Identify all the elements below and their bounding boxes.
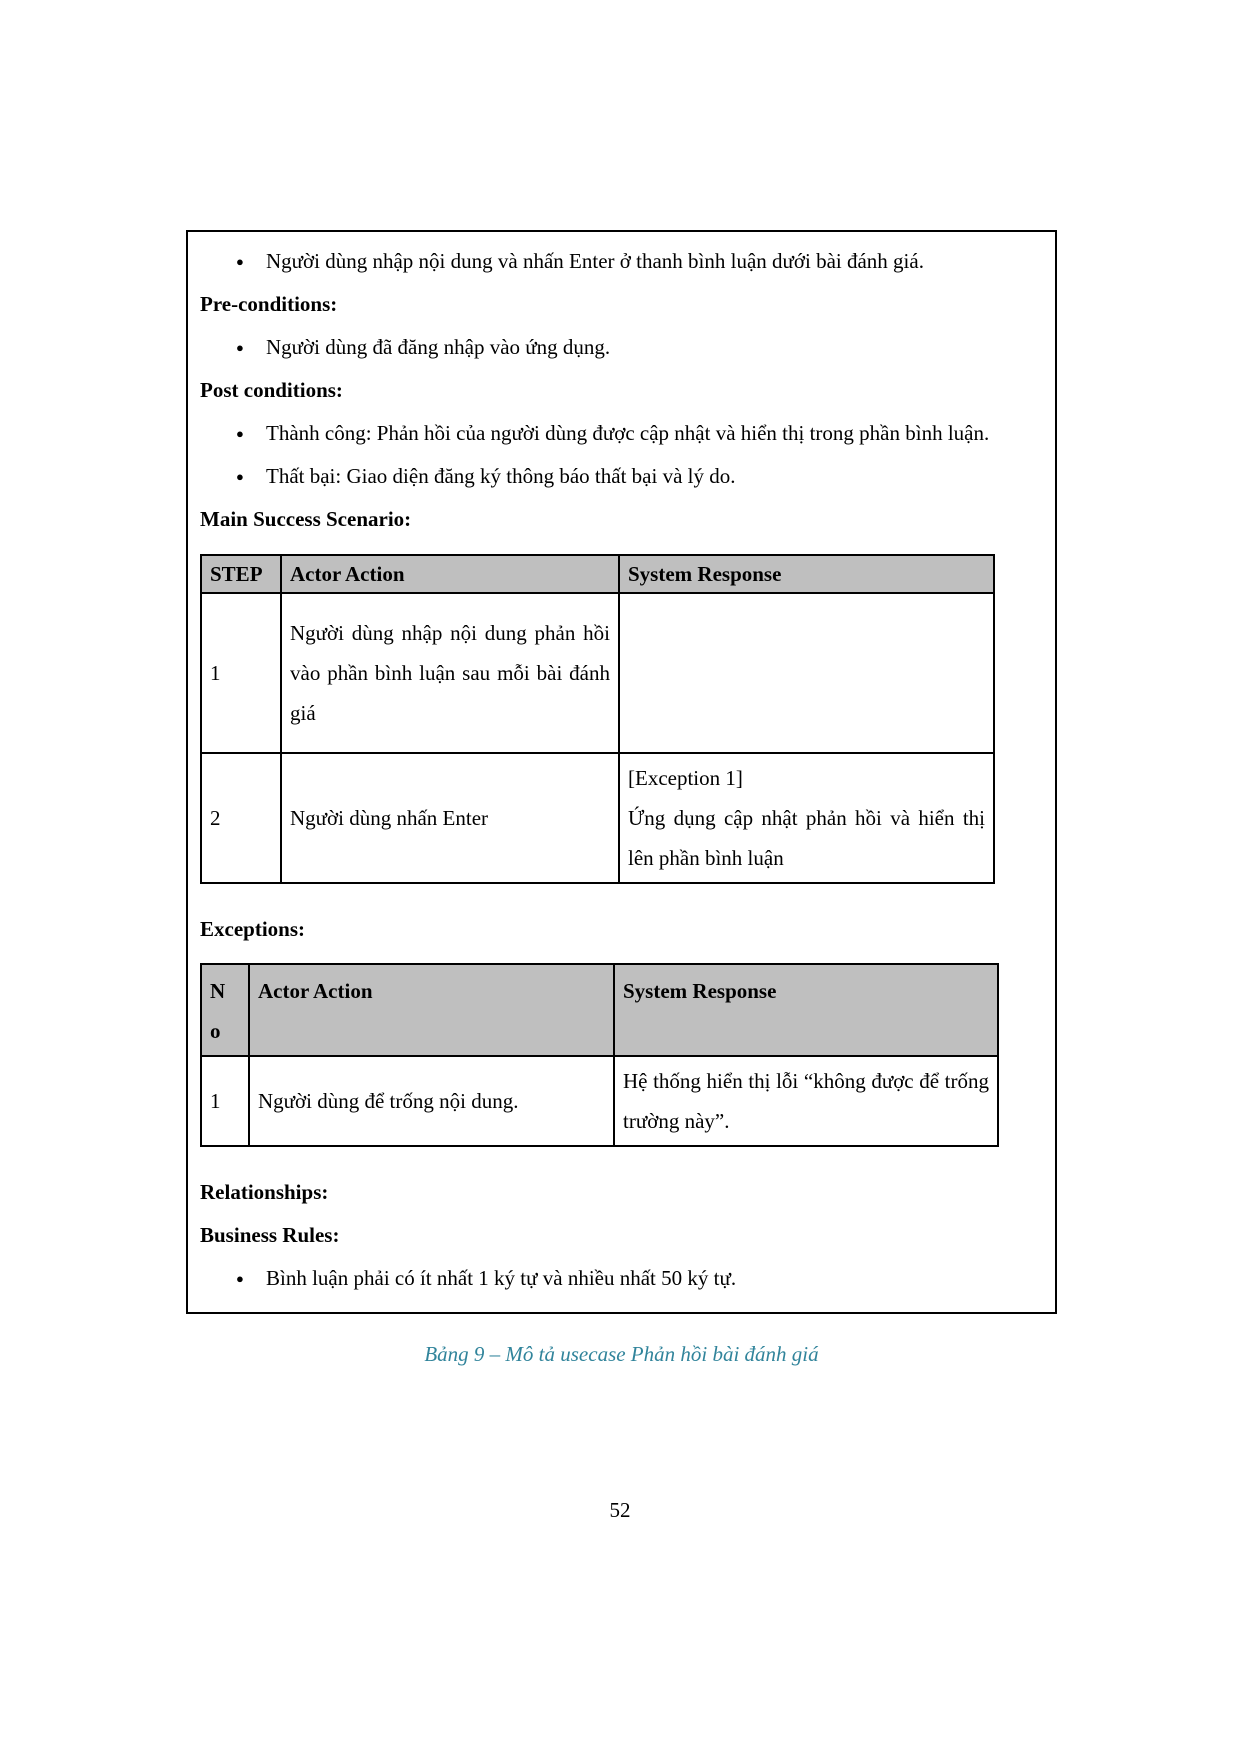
step-cell: 2	[201, 753, 281, 883]
business-rules-heading: Business Rules:	[200, 1223, 340, 1247]
page-number: 52	[609, 1498, 631, 1522]
main-scenario-table	[200, 554, 995, 884]
system-response-cell	[619, 593, 994, 753]
post-condition-fail-text: Thất bại: Giao diện đăng ký thông báo thất bại và lý do.	[266, 464, 736, 488]
post-conditions-heading: Post conditions:	[200, 378, 343, 402]
header-step: STEP	[201, 555, 281, 593]
table-caption: Bảng 9 – Mô tả usecase Phản hồi bài đánh giá	[424, 1342, 819, 1366]
header-system-response: System Response	[619, 555, 994, 593]
bullet-icon: ●	[236, 469, 244, 484]
table-header-row	[201, 555, 994, 593]
trigger-text: Người dùng nhập nội dung và nhấn Enter ở thanh bình luận dưới bài đánh giá.	[266, 249, 924, 273]
table-row	[201, 1056, 998, 1146]
exceptions-heading: Exceptions:	[200, 917, 305, 941]
post-condition-success-text: Thành công: Phản hồi của người dùng được cập nhật và hiển thị trong phần bình luận.	[266, 421, 990, 445]
exceptions-table	[200, 963, 999, 1147]
post-condition-fail-item	[200, 455, 1029, 498]
pre-conditions-heading: Pre-conditions:	[200, 292, 338, 316]
actor-action-cell: Người dùng nhấn Enter	[281, 753, 619, 883]
header-no-text: No	[210, 979, 226, 1043]
pre-conditions-text: Người dùng đã đăng nhập vào ứng dụng.	[266, 335, 611, 359]
usecase-description-panel	[186, 230, 1057, 1314]
header-no	[201, 964, 249, 1056]
table-header-row	[201, 964, 998, 1056]
business-rule-text: Bình luận phải có ít nhất 1 ký tự và nhiều nhất 50 ký tự.	[266, 1266, 737, 1290]
header-actor-action: Actor Action	[281, 555, 619, 593]
table-row	[201, 593, 994, 753]
system-response-cell: [Exception 1] Ứng dụng cập nhật phản hồi và hiển thị lên phần bình luận	[619, 753, 994, 883]
bullet-icon: ●	[236, 1271, 244, 1286]
pre-conditions-bullet-item	[200, 326, 1029, 369]
header-actor-action: Actor Action	[249, 964, 614, 1056]
bullet-icon: ●	[236, 426, 244, 441]
bullet-icon: ●	[236, 254, 244, 269]
step-cell: 1	[201, 593, 281, 753]
table-row	[201, 753, 994, 883]
bullet-icon: ●	[236, 340, 244, 355]
main-scenario-heading: Main Success Scenario:	[200, 507, 412, 531]
relationships-heading: Relationships:	[200, 1180, 329, 1204]
business-rule-item	[200, 1257, 1029, 1300]
no-cell: 1	[201, 1056, 249, 1146]
trigger-bullet-item	[200, 240, 1029, 283]
header-system-response: System Response	[614, 964, 998, 1056]
actor-action-cell: Người dùng nhập nội dung phản hồi vào phần bình luận sau mỗi bài đánh giá	[281, 593, 619, 753]
actor-action-cell: Người dùng để trống nội dung.	[249, 1056, 614, 1146]
post-condition-success-item	[200, 412, 1029, 455]
system-response-cell: Hệ thống hiển thị lỗi “không được để trống trường này”.	[614, 1056, 998, 1146]
